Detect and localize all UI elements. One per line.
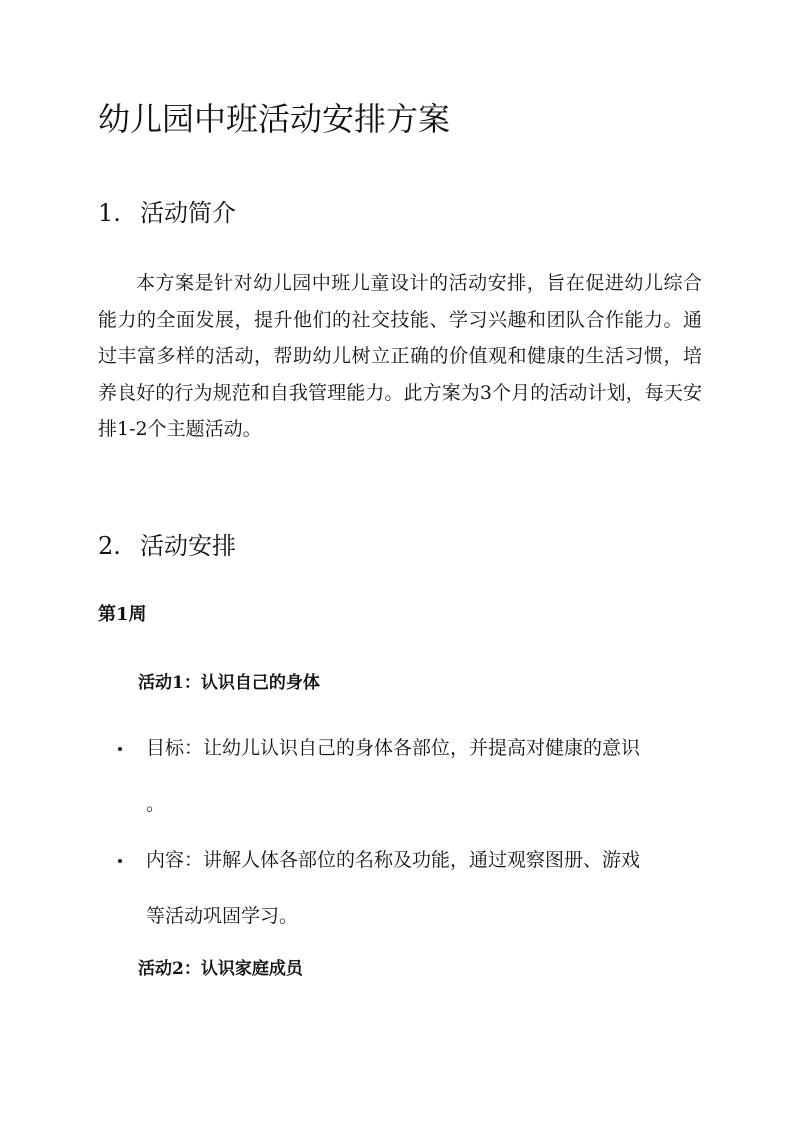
section-number: 2.	[98, 532, 121, 560]
list-item-text	[146, 730, 686, 823]
list-item-line: 目标：让幼儿认识自己的身体各部位，并提高对健康的意识	[146, 737, 641, 759]
section-number: 1.	[98, 199, 121, 227]
bullet-icon	[118, 747, 122, 751]
list-item-line: 等活动巩固学习。	[146, 905, 299, 927]
intro-paragraph: 本方案是针对幼儿园中班儿童设计的活动安排，旨在促进幼儿综合能力的全面发展，提升他们的社交技能、学习兴趣和团队合作能力。通过丰富多样的活动，帮助幼儿树立正确的价值观和健康的生活习惯，培养良好的行为规范和自我管理能力。此方案为3个月的活动计划，每天安排1-2个主题活动。	[98, 272, 702, 440]
section-heading-intro	[98, 196, 236, 230]
section-heading-text: 活动安排	[140, 532, 236, 560]
bullet-icon	[118, 859, 122, 863]
document-title: 幼儿园中班活动安排方案	[98, 100, 451, 138]
week-heading: 第1周	[98, 604, 147, 625]
list-item-line: 。	[146, 793, 166, 815]
activity-heading: 活动1：认识自己的身体	[138, 673, 320, 693]
section-heading-text: 活动简介	[140, 199, 236, 227]
list-item-line: 内容：讲解人体各部位的名称及功能，通过观察图册、游戏	[146, 849, 641, 871]
section-heading-schedule	[98, 529, 236, 563]
list-item-text	[146, 842, 686, 935]
activity-heading: 活动2：认识家庭成员	[138, 959, 303, 979]
